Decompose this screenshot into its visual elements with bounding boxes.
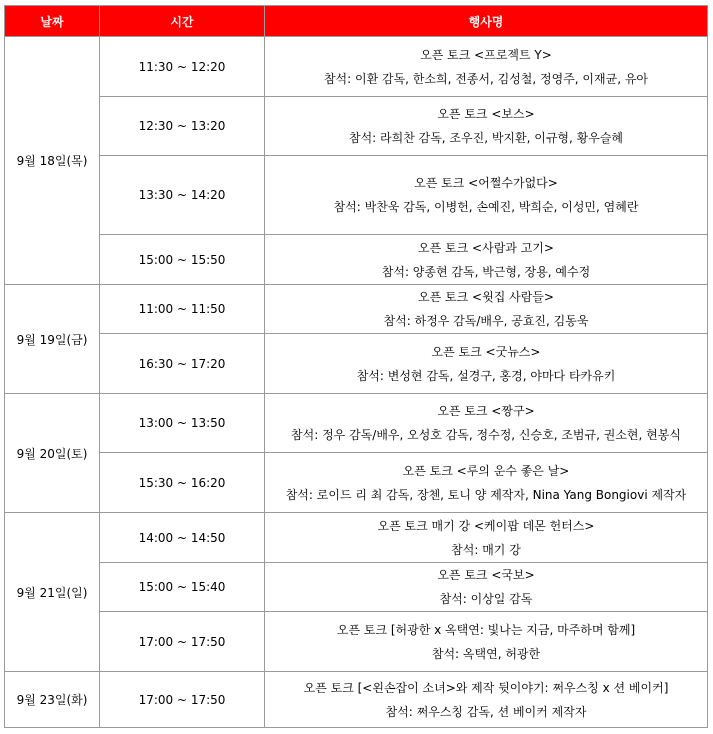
event-title: 오픈 토크 [<왼손잡이 소녀>와 제작 뒷이야기: 쩌우스칭 x 션 베이커] — [303, 680, 669, 695]
event-attendees: 참석: 이환 감독, 한소희, 전종서, 김성철, 정영주, 이재균, 유아 — [323, 71, 649, 86]
date-cell: 9월 19일(금) — [5, 285, 100, 394]
event-cell — [265, 334, 708, 394]
event-schedule-table — [4, 5, 708, 728]
time-cell: 15:00 ~ 15:50 — [100, 235, 265, 285]
date-cell: 9월 18일(목) — [5, 37, 100, 285]
event-attendees: 참석: 변성현 감독, 설경구, 홍경, 야마다 타카유키 — [356, 368, 616, 383]
time-cell: 16:30 ~ 17:20 — [100, 334, 265, 394]
event-title: 오픈 토크 <굿뉴스> — [431, 344, 541, 359]
event-cell — [265, 394, 708, 453]
time-cell: 12:30 ~ 13:20 — [100, 97, 265, 156]
table-row — [5, 563, 708, 612]
event-cell — [265, 672, 708, 728]
time-cell: 11:30 ~ 12:20 — [100, 37, 265, 97]
event-title: 오픈 토크 <보스> — [437, 107, 535, 121]
time-cell: 17:00 ~ 17:50 — [100, 672, 265, 728]
event-attendees: 참석: 양종현 감독, 박근형, 장용, 예수정 — [381, 264, 591, 279]
header-date: 날짜 — [5, 6, 100, 37]
table-row — [5, 672, 708, 728]
time-cell: 15:00 ~ 15:40 — [100, 563, 265, 612]
table-row — [5, 97, 708, 156]
event-title: 오픈 토크 매기 강 <케이팝 데몬 헌터스> — [377, 518, 595, 533]
event-cell — [265, 285, 708, 334]
date-cell: 9월 21일(일) — [5, 513, 100, 672]
date-cell: 9월 20일(토) — [5, 394, 100, 513]
event-title: 오픈 토크 <짱구> — [437, 404, 535, 418]
event-title: 오픈 토크 <어쩔수가없다> — [414, 176, 558, 190]
event-cell — [265, 453, 708, 513]
event-title: 오픈 토크 <프로젝트 Y> — [420, 47, 552, 62]
event-cell — [265, 37, 708, 97]
event-attendees: 참석: 매기 강 — [451, 542, 521, 557]
event-cell — [265, 235, 708, 285]
table-row — [5, 235, 708, 285]
event-attendees: 참석: 이상일 감독 — [439, 592, 533, 606]
event-title: 오픈 토크 <윗집 사람들> — [418, 290, 554, 304]
date-cell: 9월 23일(화) — [5, 672, 100, 728]
time-cell: 13:00 ~ 13:50 — [100, 394, 265, 453]
table-row — [5, 37, 708, 97]
time-cell: 17:00 ~ 17:50 — [100, 612, 265, 672]
event-cell — [265, 156, 708, 235]
table-row — [5, 453, 708, 513]
table-row — [5, 513, 708, 563]
time-cell: 15:30 ~ 16:20 — [100, 453, 265, 513]
time-cell: 13:30 ~ 14:20 — [100, 156, 265, 235]
table-row — [5, 156, 708, 235]
event-cell — [265, 612, 708, 672]
header-row — [5, 6, 708, 37]
table-row — [5, 612, 708, 672]
event-attendees: 참석: 박찬욱 감독, 이병헌, 손예진, 박희순, 이성민, 염혜란 — [333, 200, 639, 214]
event-attendees: 참석: 하정우 감독/배우, 공효진, 김동욱 — [383, 314, 589, 328]
event-title: 오픈 토크 <루의 운수 좋은 날> — [402, 463, 570, 478]
event-cell — [265, 563, 708, 612]
time-cell: 11:00 ~ 11:50 — [100, 285, 265, 334]
event-title: 오픈 토크 [허광한 x 옥택연: 빛나는 지금, 마주하며 함께] — [336, 622, 636, 637]
event-attendees: 참석: 정우 감독/배우, 오성호 감독, 정수정, 신승호, 조범규, 권소현, 현봉식 — [291, 428, 681, 442]
event-title: 오픈 토크 <사람과 고기> — [418, 240, 554, 255]
event-title: 오픈 토크 <국보> — [437, 568, 535, 582]
event-cell — [265, 97, 708, 156]
header-time: 시간 — [100, 6, 265, 37]
event-attendees: 참석: 쩌우스칭 감독, 션 베이커 제작자 — [385, 704, 587, 719]
event-attendees: 참석: 라희찬 감독, 조우진, 박지환, 이규형, 황우슬혜 — [348, 131, 624, 145]
event-cell — [265, 513, 708, 563]
event-attendees: 참석: 옥택연, 허광한 — [431, 646, 541, 661]
table-row — [5, 285, 708, 334]
table-row — [5, 334, 708, 394]
table-row — [5, 394, 708, 453]
event-attendees: 참석: 로이드 리 최 감독, 장첸, 토니 양 제작자, Nina Yang Bongiovi 제작자 — [285, 487, 687, 502]
header-event: 행사명 — [265, 6, 708, 37]
time-cell: 14:00 ~ 14:50 — [100, 513, 265, 563]
